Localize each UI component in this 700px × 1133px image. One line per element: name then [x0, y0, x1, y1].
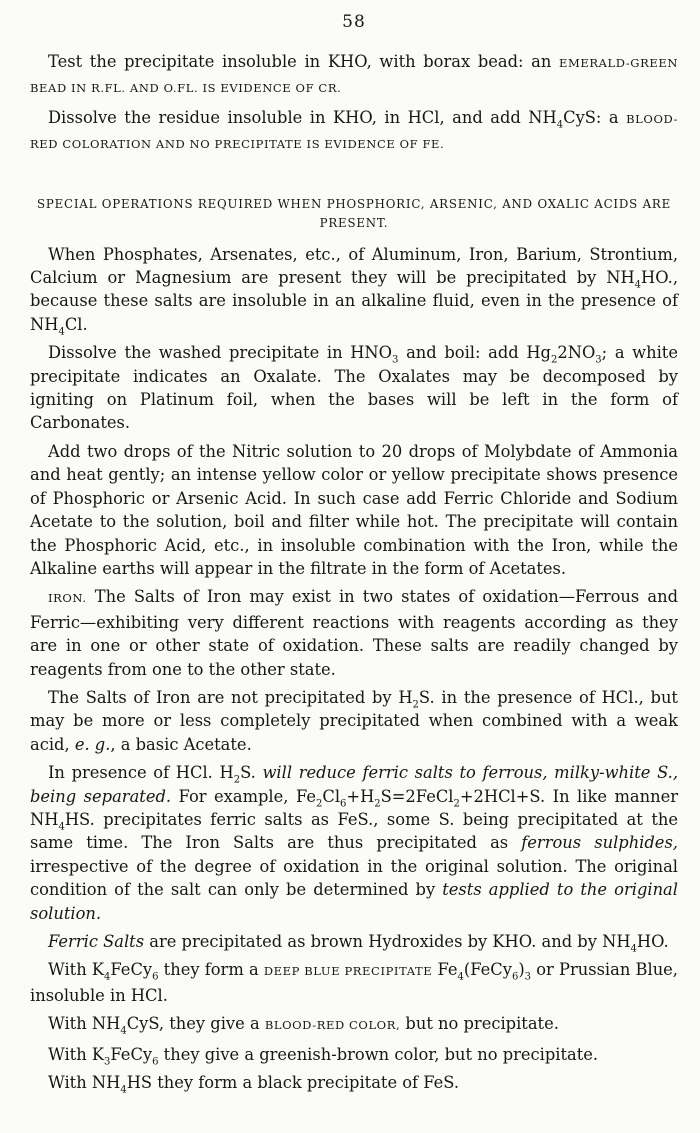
- small-caps-text: BLOOD-RED COLORATION AND NO PRECIPITATE IS EVIDENCE OF FE.: [30, 111, 678, 152]
- text: The Salts of Iron may exist in two states of oxidation—Ferrous and Ferric—exhibiting very different reactions with reagents according as they are in one or other state of oxidation. These salts are readily changed by reagents from one to the other state.: [30, 587, 678, 679]
- page: [30, 12, 678, 1099]
- text: For example, Fe: [171, 786, 316, 806]
- text: With NH: [48, 1073, 121, 1093]
- small-caps-text: IRON.: [48, 591, 87, 606]
- paragraph-hcl-presence: [30, 761, 678, 925]
- text: are precipitated as brown Hydroxides by KHO. and by NH: [144, 932, 631, 951]
- subscript: 6: [511, 971, 519, 983]
- text: CyS: a: [563, 107, 627, 127]
- text: ): [518, 960, 525, 980]
- paragraph-sulphocyanate: [30, 1012, 678, 1037]
- subscript: 2: [374, 797, 381, 809]
- text: ; a white precipitate indicates an Oxalate. The Oxalates may be decomposed by igniting on Platinum foil, when the bases will be left in the form of Carbonates.: [30, 343, 678, 433]
- section-heading: SPECIAL OPERATIONS REQUIRED WHEN PHOSPHORIC, ARSENIC, AND OXALIC ACIDS ARE PRESENT.: [36, 196, 671, 230]
- italic-text: tests applied to the original solution.: [30, 880, 678, 923]
- text: With K: [48, 1044, 105, 1064]
- subscript: 2: [316, 797, 323, 809]
- subscript: 2: [550, 354, 558, 366]
- paragraph-oxalate: [30, 341, 678, 435]
- subscript: 2: [453, 797, 460, 809]
- paragraph-ferricyanide: [30, 1043, 678, 1066]
- subscript: 6: [152, 1055, 159, 1067]
- text: or Prussian Blue, insoluble in HCl.: [30, 960, 678, 1005]
- text: Cl: [322, 786, 341, 806]
- subscript: 3: [392, 354, 399, 366]
- paragraph-chromium-test: [30, 50, 678, 101]
- paragraph-iron-test: [30, 106, 678, 157]
- text: S. in the presence of HCl., but may be more or less completely precipitated when combined with a weak acid,: [30, 687, 678, 754]
- text: Dissolve the washed precipitate in HNO: [48, 343, 393, 363]
- paragraph-ferrocyanide: [30, 958, 678, 1007]
- text: Fe: [432, 960, 458, 980]
- paragraph-ferric-salts: [30, 930, 678, 953]
- subscript: 3: [104, 1055, 111, 1067]
- text: but no precipitate.: [400, 1014, 559, 1034]
- text: HS they form a black precipitate of FeS.: [126, 1073, 460, 1093]
- text: FeCy: [110, 1044, 153, 1064]
- text: (FeCy: [463, 960, 512, 980]
- paragraph-phosphates: [30, 243, 678, 337]
- text: 2NO: [557, 343, 596, 363]
- subscript: 4: [556, 119, 564, 131]
- small-caps-text: DEEP BLUE PRECIPITATE: [263, 964, 433, 979]
- text: S.: [240, 763, 263, 783]
- subscript: 2: [233, 774, 241, 786]
- subscript: 4: [630, 943, 637, 955]
- text: FeCy: [110, 960, 153, 980]
- subscript: 4: [104, 971, 111, 983]
- italic-text: Ferric Salts: [48, 932, 145, 951]
- text: When Phosphates, Arsenates, etc., of Aluminum, Iron, Barium, Strontium, Calcium or Magnesium are present they will be precipitated by NH: [30, 244, 678, 288]
- text: With NH: [48, 1014, 121, 1034]
- subscript: 4: [120, 1084, 127, 1096]
- subscript: 4: [58, 821, 65, 833]
- subscript: 4: [120, 1025, 127, 1037]
- text: CyS, they give a: [126, 1014, 265, 1034]
- text: Test the precipitate insoluble in KHO, with borax bead: an: [48, 52, 560, 71]
- paragraph-molybdate-test: Add two drops of the Nitric solution to 20 drops of Molybdate of Ammonia and heat gently; an intense yellow color or yellow precipitate shows presence of Phosphoric or Arsenic Acid. In such case add Ferric Chloride and Sodium Acetate to the solution, boil and filter while hot. The precipitate will contain the Phosphoric Acid, etc., in insoluble combination with the Iron, while the Alkaline earths will appear in the filtrate in the form of Acetates.: [30, 441, 678, 578]
- italic-text: e. g.: [74, 734, 111, 754]
- text: they form a: [158, 960, 264, 980]
- text: irrespective of the degree of oxidation in the original solution. The original condition of the salt can only be determined by: [30, 856, 678, 900]
- text: HO.: [636, 932, 669, 951]
- page-number: 58: [342, 12, 366, 32]
- small-caps-text: BLOOD-RED COLOR,: [264, 1018, 401, 1033]
- paragraph-iron-h2s: [30, 686, 678, 756]
- subscript: 4: [58, 326, 65, 338]
- text: they give a greenish-brown color, but no precipitate.: [158, 1044, 599, 1064]
- text: Dissolve the residue insoluble in KHO, in HCl, and add NH: [48, 107, 557, 127]
- text: S=2FeCl: [380, 786, 454, 806]
- text: +2HCl+S. In like manner NH: [30, 786, 679, 829]
- subscript: 6: [152, 971, 159, 983]
- text: , a basic Acetate.: [110, 734, 252, 754]
- text: With K: [48, 960, 105, 980]
- subscript: 3: [524, 971, 532, 983]
- subscript: 4: [457, 971, 464, 983]
- text: HO., because these salts are insoluble in an alkaline fluid, even in the presence of NH: [30, 268, 678, 334]
- text: Cl.: [64, 314, 88, 334]
- text: +H: [346, 786, 375, 806]
- subscript: 2: [412, 699, 419, 711]
- text: HS. precipitates ferric salts as FeS., some S. being precipitated at the same time. The Iron Salts are thus precipitated as: [30, 809, 678, 853]
- subscript: 3: [595, 354, 602, 366]
- subscript: 6: [340, 797, 347, 809]
- subscript: 4: [634, 279, 642, 291]
- paragraph-iron-intro: [30, 585, 678, 681]
- paragraph-ammonium-sulphide: [30, 1071, 678, 1094]
- italic-text: ferrous sulphides,: [521, 833, 678, 853]
- text: and boil: add Hg: [398, 343, 551, 363]
- text: The Salts of Iron are not precipitated by H: [48, 687, 413, 707]
- text: In presence of HCl. H: [48, 763, 234, 783]
- italic-text: will reduce ferric salts to ferrous, milky-white S., being separated.: [30, 763, 678, 806]
- small-caps-text: EMERALD-GREEN BEAD IN R.FL. AND O.FL. IS EVIDENCE OF CR.: [30, 56, 678, 96]
